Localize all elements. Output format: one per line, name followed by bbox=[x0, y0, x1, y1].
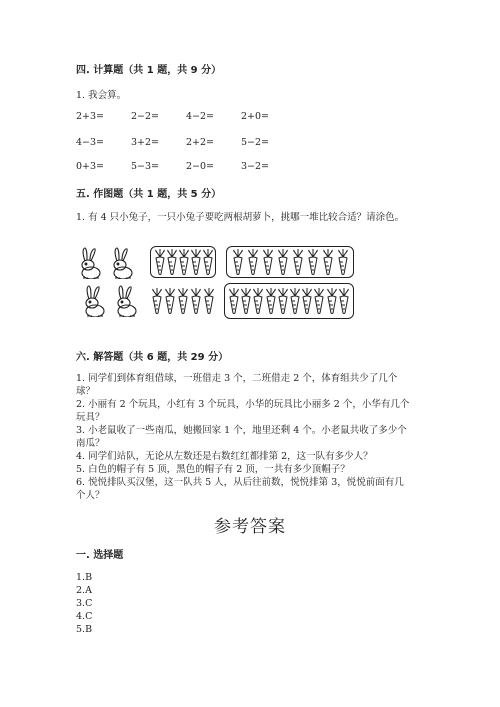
question-line: 球？ bbox=[76, 386, 96, 397]
question-line: 3. 小老鼠收了一些南瓜，她搬回家 1 个，地里还剩 4 个。小老鼠共收了多少个 bbox=[76, 425, 407, 436]
question-line: 南瓜？ bbox=[76, 438, 105, 449]
rabbit-icon bbox=[112, 285, 140, 321]
answer-list bbox=[76, 571, 92, 636]
question-line: 2. 小丽有 2 个玩具，小红有 3 个玩具，小华的玩具比小丽多 2 个，小华有几个 bbox=[76, 399, 410, 410]
carrot-icon bbox=[202, 249, 214, 275]
question-text: 1. 我会算。 bbox=[76, 90, 127, 101]
carrot-icon bbox=[178, 249, 190, 275]
answers-heading: 一. 选择题 bbox=[76, 550, 124, 561]
answer-question-list bbox=[76, 372, 409, 502]
question-text: 1. 有 4 只小兔子，一只小兔子要吃两根胡萝卜，挑哪一堆比较合适？请涂色。 bbox=[76, 212, 405, 223]
answer-item: 3.C bbox=[76, 598, 93, 609]
rabbit-icon bbox=[108, 247, 136, 283]
carrot-icon bbox=[289, 288, 301, 314]
carrot-icon bbox=[228, 288, 240, 314]
carrot-icon bbox=[252, 288, 264, 314]
carrot-icon bbox=[203, 288, 215, 314]
calc-item: 2−0= bbox=[186, 161, 215, 172]
carrot-icon bbox=[240, 288, 252, 314]
calc-item: 2−2= bbox=[131, 111, 160, 122]
calc-item: 0+3= bbox=[76, 161, 105, 172]
carrot-icon bbox=[301, 288, 313, 314]
carrot-icon bbox=[277, 249, 289, 275]
section5-heading: 五. 作图题（共 1 题，共 5 分） bbox=[76, 189, 222, 200]
carrot-icon bbox=[322, 249, 334, 275]
calc-item: 5−3= bbox=[131, 161, 160, 172]
carrot-icon bbox=[154, 249, 166, 275]
carrot-icon bbox=[277, 288, 289, 314]
question-line: 4. 同学们站队，无论从左数还是右数红红都排第 2，这一队有多少人？ bbox=[76, 451, 373, 462]
answer-item: 5.B bbox=[76, 624, 93, 635]
calc-item: 4−3= bbox=[76, 137, 105, 148]
calc-item: 5−2= bbox=[241, 137, 270, 148]
carrot-icon bbox=[337, 249, 349, 275]
carrot-icon bbox=[262, 249, 274, 275]
carrot-icon bbox=[292, 249, 304, 275]
carrot-icon bbox=[232, 249, 244, 275]
answer-item: 4.C bbox=[76, 611, 93, 622]
carrot-icon bbox=[247, 249, 259, 275]
carrot-group[interactable] bbox=[224, 283, 354, 319]
rabbit-icon bbox=[80, 285, 108, 321]
question-line: 1. 同学们到体育组借球，一班借走 3 个，二班借走 2 个，体育组共少了几个 bbox=[76, 373, 398, 384]
question-line: 个人？ bbox=[76, 490, 105, 501]
carrot-icon bbox=[307, 249, 319, 275]
calc-item: 4−2= bbox=[186, 111, 215, 122]
question-line: 玩具？ bbox=[76, 412, 105, 423]
carrot-group[interactable] bbox=[226, 246, 354, 278]
carrot-icon bbox=[166, 249, 178, 275]
section6-heading: 六. 解答题（共 6 题，共 29 分） bbox=[76, 352, 229, 363]
carrot-icon bbox=[190, 288, 202, 314]
calc-item: 3−2= bbox=[241, 161, 270, 172]
answer-key-title: 参考答案 bbox=[214, 517, 286, 537]
carrot-group[interactable] bbox=[150, 246, 216, 278]
section4-heading: 四. 计算题（共 1 题，共 9 分） bbox=[76, 65, 222, 76]
carrot-icon bbox=[338, 288, 350, 314]
carrot-icon bbox=[265, 288, 277, 314]
carrot-icon bbox=[177, 288, 189, 314]
calc-item: 3+2= bbox=[131, 137, 160, 148]
carrot-icon bbox=[190, 249, 202, 275]
answer-item: 1.B bbox=[76, 572, 93, 583]
calc-item: 2+3= bbox=[76, 111, 105, 122]
answer-item: 2.A bbox=[76, 585, 92, 596]
rabbit-icon bbox=[76, 247, 104, 283]
calc-item: 2+0= bbox=[241, 111, 270, 122]
calc-item: 2+2= bbox=[186, 137, 215, 148]
carrot-icon bbox=[326, 288, 338, 314]
carrot-group[interactable] bbox=[150, 285, 216, 317]
carrot-icon bbox=[151, 288, 163, 314]
question-line: 6. 悦悦排队买汉堡，这一队共 5 人，从后往前数，悦悦排第 3，悦悦前面有几 bbox=[76, 477, 404, 488]
carrot-icon bbox=[313, 288, 325, 314]
question-line: 5. 白色的帽子有 5 顶，黑色的帽子有 2 顶，一共有多少顶帽子？ bbox=[76, 464, 350, 475]
carrot-icon bbox=[164, 288, 176, 314]
